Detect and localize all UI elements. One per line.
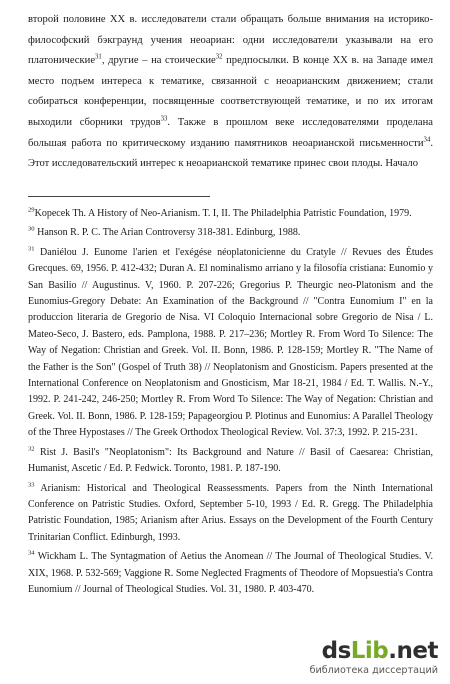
dslib-watermark[interactable]	[278, 639, 438, 677]
footnote-ref-33[interactable]: 33	[160, 115, 168, 123]
footnote-ref-32[interactable]: 32	[215, 53, 223, 61]
body-text-fragment: предпосылки. В конце XX в. на Западе имел	[222, 55, 433, 67]
footnote-number: 29	[28, 206, 35, 214]
footnote-34	[28, 549, 433, 598]
body-line: собираться конференции, посвященные соответствующей тематике, и по их итогам	[28, 96, 433, 108]
footnote-text: Arianism: Historical and Theological Reassessments. Papers from the Ninth International Conference on Patristic Studies. Oxford, September 5-10, 1993 / Ed. R. Gregg. The Philadelphia Patristic Foundation, 1985; Arianism after Arius. Essays on the Development of the Fourth Century Trinitarian Conflict. Edinburgh, 1993.	[28, 482, 433, 543]
footnote-number: 31	[28, 245, 35, 253]
body-line: философский бэкграунд учения неоариан: одни исследователи указывали на его	[28, 34, 433, 46]
body-line: второй половине XX в. исследователи стали обращать больше внимания на историко-	[28, 14, 433, 25]
footnote-text: Hanson R. P. C. The Arian Controversy 318-381. Edinburg, 1988.	[37, 227, 301, 239]
footnote-29	[28, 206, 433, 222]
footnote-number: 34	[28, 549, 35, 557]
footnote-ref-34[interactable]: 34	[423, 136, 431, 144]
footnote-number: 30	[28, 226, 35, 234]
footnote-32	[28, 445, 433, 478]
body-text-fragment: , другие – на стоические	[101, 55, 216, 67]
footnote-number: 32	[28, 445, 35, 453]
footnote-separator	[28, 196, 210, 197]
footnote-number: 33	[28, 481, 35, 489]
body-text-fragment: большая работа по критическому изданию памятников неоарианской письменности	[28, 137, 424, 149]
footnote-ref-31[interactable]: 31	[95, 53, 102, 61]
logo-part: ds	[321, 638, 351, 664]
watermark-subtitle: библиотека диссертаций	[309, 665, 438, 676]
footnote-text: Daniélou J. Eunome l'arien et l'exégése néoplatonicienne du Cratyle // Revues des Études Grecques. 69, 1956. P. 412-432; Duran A. El nominalismo arriano y la filosofía cristiana: Eunomio y San Basilio // Augustinus. V, 1960. P. 207-226; Gregorius P. Theurgic neo-Platonism and the Eunomius-Gregory Debate: An Examination of the Background // "Contra Eunomium I" en la produccion literaria de Gregorio de Nisa. VI Coloquio Internacional sobre Gregorio de Nisa / L. Mateo-Seco, J. Bastero, eds. Pamplona, 1988. P. 217–236; Mortley R. From Word To Silence: The Way of Negation: Christian and Greek. Vol. II. Bonn, 1986. P. 128-159; Mortley R. "The Name of the Father is the Son" (Gospel of Truth 38) // Neoplatonism and Gnosticism. Papers presented at the International Conference on Neoplatonism and Gnosticism, Mar 18-21, 1984 / Ed. T. Wallis. N.-Y., 1992. P. 241-242, 246-250; Mortley R. From Word To Silence: The Way of Negation: Christian and Greek. Vol. II. Bonn, 1986. P. 128-159; Papageorgiou P. Plotinus and Eunomius: A Parallel Theology of the Three Hypostases // The Greek Orthodox Theological Review. Vol. 37:3, 1992. P. 215-231.	[28, 246, 434, 439]
logo-part: Lib	[350, 638, 389, 664]
body-text-fragment: . Также в прошлом веке исследователями проделана	[167, 116, 433, 128]
footnotes	[28, 206, 433, 601]
footnote-33	[28, 481, 433, 547]
body-text-fragment: .	[430, 137, 433, 149]
footnote-31	[28, 245, 433, 442]
footnote-text: Rist J. Basil's "Neoplatonism": Its Background and Nature // Basil of Caesarea: Christian, Humanist, Ascetic / Ed. P. Fedwick. Toronto, 1981. P. 187-190.	[28, 446, 433, 475]
logo-part: .net	[388, 638, 438, 664]
body-line: место подъем интереса к тематике, связанной с неоарианским движением; стали	[28, 75, 433, 87]
footnote-text: Kopecek Th. A History of Neo-Arianism. T. I, II. The Philadelphia Patristic Foundation, 1979.	[34, 208, 412, 219]
dslib-logo	[278, 639, 438, 663]
body-text-fragment: выходили сборники трудов	[28, 116, 161, 128]
body-line: Этот исследовательский интерес к неоарианской тематике принес свои плоды. Начало	[28, 158, 418, 170]
footnote-text: Wickham L. The Syntagmation of Aetius the Anomean // The Journal of Theological Studies. V. XIX, 1968. P. 532-569; Vaggione R. Some Neglected Fragments of Theodore of Mopsuestia's Contra Eunomium // Journal of Theological Studies. Vol. 31, 1980. P. 403-470.	[28, 551, 433, 595]
body-text-fragment: платонические	[28, 55, 96, 67]
footnote-30	[28, 225, 433, 241]
body-paragraph	[28, 10, 433, 175]
